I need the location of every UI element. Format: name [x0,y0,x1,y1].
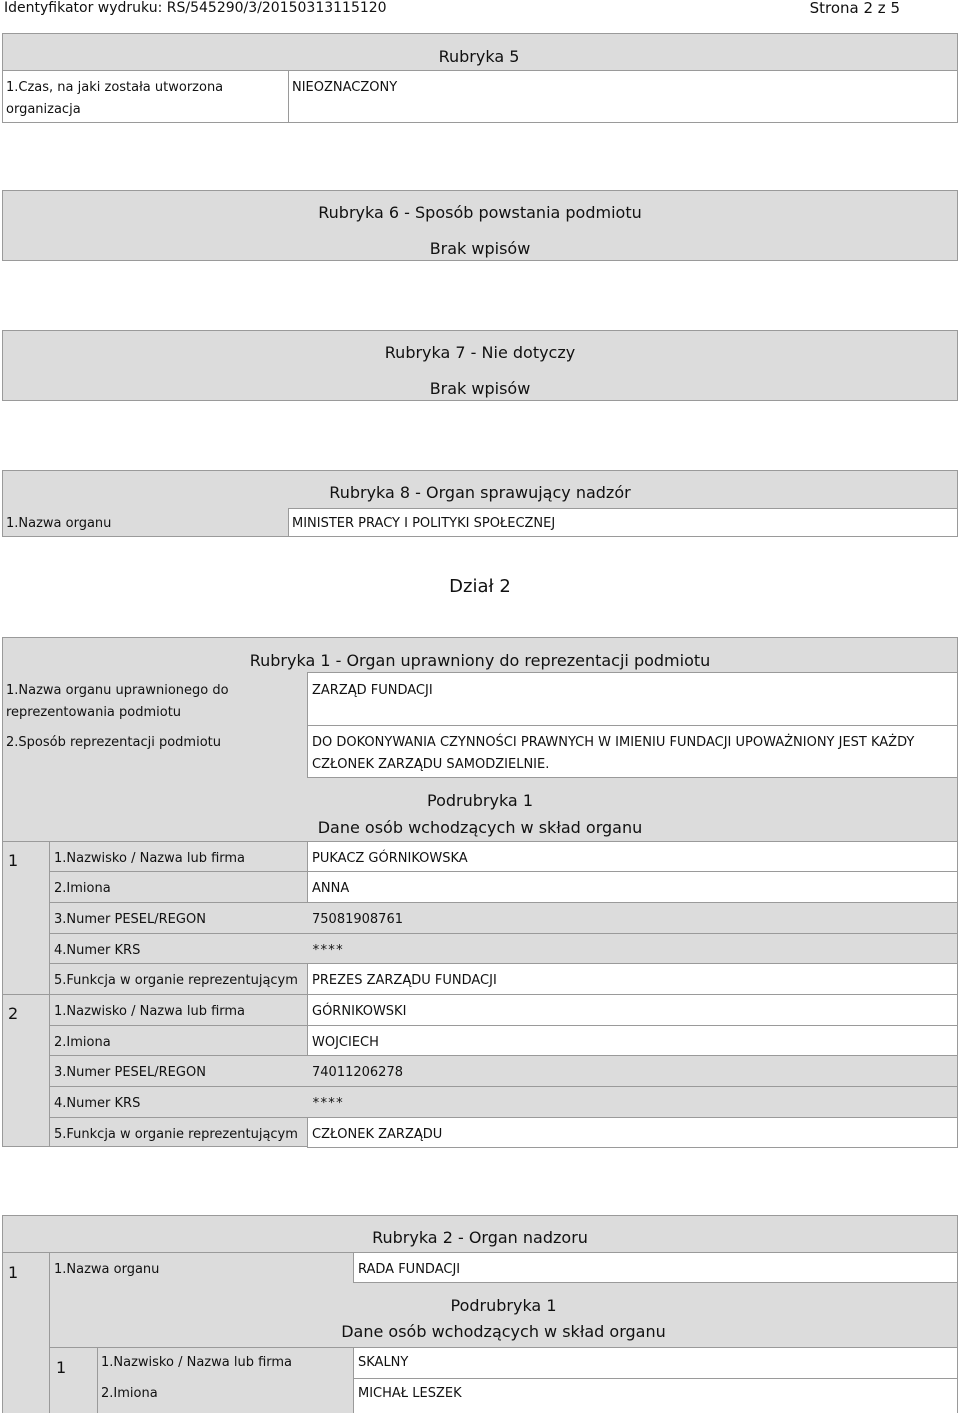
rubryka-5-value: NIEOZNACZONY [292,80,398,95]
divider [49,933,958,934]
person-field-label: 3.Numer PESEL/REGON [54,912,206,927]
print-identifier: Identyfikator wydruku: RS/545290/3/20150313115120 [4,0,387,16]
organ-number: 1 [8,1263,19,1282]
divider [49,871,958,872]
divider [49,994,958,995]
person-field-value: 74011206278 [312,1065,403,1080]
rubryka-7-title: Rubryka 7 - Nie dotyczy [384,343,576,362]
person-field-label: 4.Numer KRS [54,943,141,958]
section-title: Dział 2 [449,576,511,597]
person-field-value: GÓRNIKOWSKI [312,1004,407,1019]
divider [49,841,958,842]
divider [49,1086,958,1087]
person-field-label: 5.Funkcja w organie reprezentującym [54,973,298,988]
d2-r2-subsection-subtitle: Dane osób wchodzących w skład organu [341,1322,666,1341]
person-number: 1 [56,1358,67,1377]
person-field-value: ANNA [312,881,350,896]
person-field-value: PREZES ZARZĄDU FUNDACJI [312,973,497,988]
person-field-value: WOJCIECH [312,1035,379,1050]
person-number: 2 [8,1004,19,1023]
person-number: 1 [8,851,19,870]
person-field-label: 1.Nazwisko / Nazwa lub firma [54,851,246,866]
page-number: Strona 2 z 5 [809,0,900,17]
person-field-label: 1.Nazwisko / Nazwa lub firma [101,1355,293,1370]
d2-r2-value: RADA FUNDACJI [358,1262,461,1277]
divider [49,1055,958,1056]
person-field-label: 5.Funkcja w organie reprezentującym [54,1127,298,1142]
d2-rubryka-1-title: Rubryka 1 - Organ uprawniony do reprezentacji podmiotu [249,651,711,670]
d2-r1-value1: ZARZĄD FUNDACJI [312,683,433,698]
rubryka-5-label: 1.Czas, na jaki została utworzona organizacja [6,80,224,117]
person-field-value: **** [312,943,344,958]
person-field-label: 1.Nazwisko / Nazwa lub firma [54,1004,246,1019]
person-field-value: **** [312,1096,344,1111]
divider [97,1347,98,1413]
person-field-value: PUKACZ GÓRNIKOWSKA [312,851,468,866]
person-field-label: 2.Imiona [54,881,111,896]
person-field-value: MICHAŁ LESZEK [358,1386,462,1401]
divider [49,1025,958,1026]
d2-rubryka-2-title: Rubryka 2 - Organ nadzoru [372,1228,588,1247]
person-field-value: CZŁONEK ZARZĄDU [312,1127,443,1142]
divider [49,1117,958,1118]
d2-r2-subsection-title: Podrubryka 1 [450,1296,557,1315]
d2-r1-label2: 2.Sposób reprezentacji podmiotu [6,735,221,750]
rubryka-6-title: Rubryka 6 - Sposób powstania podmiotu [318,203,642,222]
divider [49,902,958,903]
divider [49,963,958,964]
d2-r2-label: 1.Nazwa organu [54,1262,160,1277]
person-field-value: SKALNY [358,1355,409,1370]
person-value-cell [307,871,958,903]
person-field-value: 75081908761 [312,912,403,927]
person-field-label: 3.Numer PESEL/REGON [54,1065,206,1080]
person-field-label: 2.Imiona [54,1035,111,1050]
divider [2,1252,958,1253]
rubryka-6-empty: Brak wpisów [429,239,531,258]
rubryka-5-title: Rubryka 5 [438,47,520,66]
person-field-label: 2.Imiona [101,1386,158,1401]
d2-r1-subsection-title: Podrubryka 1 [427,791,533,810]
d2-r1-label1: 1.Nazwa organu uprawnionego do reprezentowania podmiotu [6,683,229,720]
rubryka-8-value: MINISTER PRACY I POLITYKI SPOŁECZNEJ [292,516,556,531]
person-value-cell [307,1025,958,1056]
rubryka-8-title: Rubryka 8 - Organ sprawujący nadzór [329,483,631,502]
d2-r1-value2: DO DOKONYWANIA CZYNNOŚCI PRAWNYCH W IMIENIU FUNDACJI UPOWAŻNIONY JEST KAŻDY CZŁONEK ZARZĄDU SAMODZIELNIE. [312,735,915,772]
d2-r2-person-value-cell [353,1347,958,1379]
rubryka-7-empty: Brak wpisów [429,379,531,398]
d2-r1-subsection-subtitle: Dane osób wchodzących w skład organu [317,818,643,837]
person-field-label: 4.Numer KRS [54,1096,141,1111]
rubryka-8-label: 1.Nazwa organu [6,516,112,531]
